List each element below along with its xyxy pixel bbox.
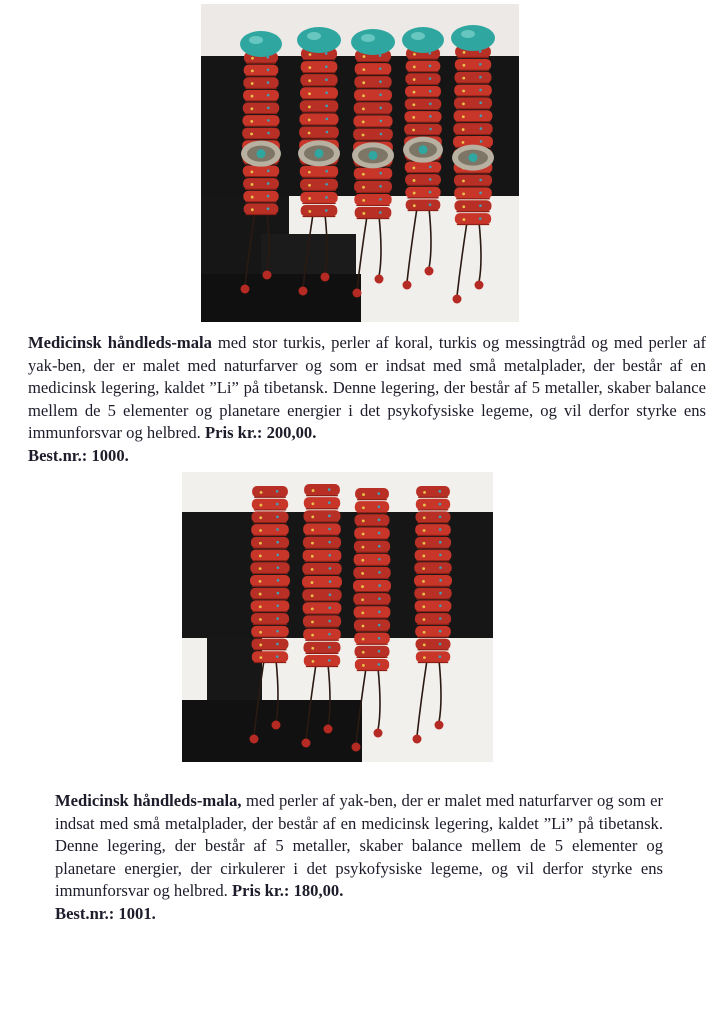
product-photo-1001 [182,472,493,762]
product-details: med perler af yak-ben, der er malet med naturfarver og som er indsat med små metalplader, der består af en medicinsk legering, kaldet ”Li” på tibetansk. Denne legering, der består af 5 metaller, skaber balance mellem de 5 elementer og planetare energier, der cirkulerer i det psykofysiske legeme, og vil derfor styrke ens immunforsvar og helbred. [55,791,663,901]
product-order-number: Best.nr.: 1000. [28,445,129,465]
product-description-1000 [28,332,706,468]
product-details: med stor turkis, perler af koral, turkis og messingtråd og med perler af yak-ben, der er malet med naturfarver og som er indsat med små metalplader, der består af en medicinsk legering, kaldet ”Li” på tibetansk. Denne legering, der består af 5 metaller, skaber balance mellem de 5 elementer og planetare energier i det psykofysiske legeme, og vil derfor styrke ens immunforsvar og helbred. [28,333,706,443]
product-description-1001 [55,790,663,926]
product-photo-1000 [201,4,519,322]
product-name: Medicinsk håndleds-mala, [55,791,242,810]
product-price: Pris kr.: 180,00. [231,881,344,901]
product-name: Medicinsk håndleds-mala [28,333,212,352]
product-price: Pris kr.: 200,00. [204,423,317,443]
product-order-number: Best.nr.: 1001. [55,903,156,923]
